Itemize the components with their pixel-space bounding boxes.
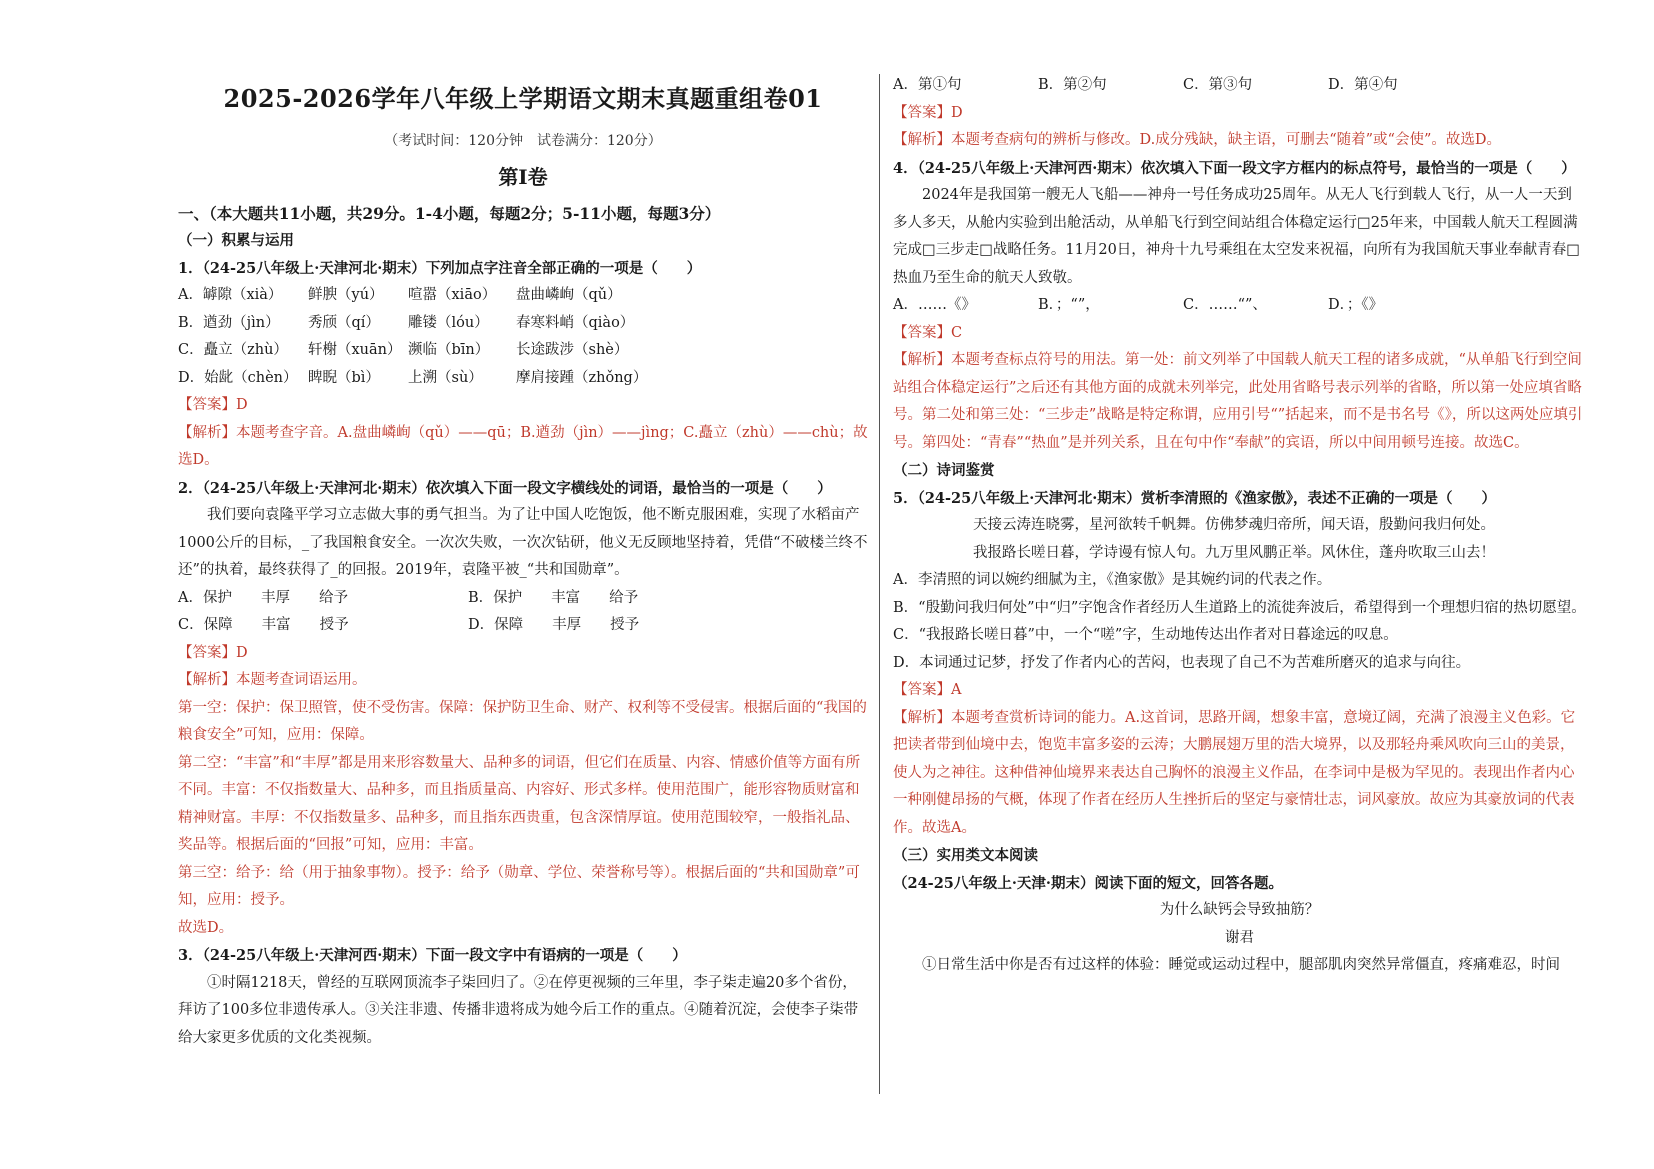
question-4-stem: 4．（24-25八年级上·天津河西·期末）依次填入下面一段文字方框内的标点符号，最恰当的一项是（ ） xyxy=(893,159,1576,177)
option-item: 喧嚣（xiāo） xyxy=(408,287,497,303)
analysis-text: 【解析】本题考查病句的辨析与修改。D.成分残缺，缺主语，可删去“随着”或“会使”。故选D。 xyxy=(893,132,1501,148)
option-item: B．第②句 xyxy=(1038,77,1107,93)
option-item: 摩肩接踵（zhǒng） xyxy=(516,369,648,386)
option-row xyxy=(178,612,868,640)
analysis-text: 第三空：给予：给（用于抽象事物）。授予：给予（勋章、学位、荣誉称号等）。根据后面的“共和国勋章”可知，应用：授予。 xyxy=(178,864,860,908)
option-item: 盘曲嶙峋（qǔ） xyxy=(516,287,622,303)
analysis-text: 【解析】本题考查词语运用。 xyxy=(178,672,367,688)
column-divider xyxy=(879,74,880,1094)
option-item: A．保护 丰厚 给予 xyxy=(178,589,348,606)
option-item: D．；《》 xyxy=(1328,297,1384,313)
option-row xyxy=(178,282,868,310)
right-column xyxy=(893,72,1586,980)
page-title: 2025-2026学年八年级上学期语文期末真题重组卷01 xyxy=(223,84,823,113)
analysis-text: 第二空：“丰富”和“丰厚”都是用来形容数量大、品种多的词语，但它们在质量、内容、情感价值等方面有所不同。丰富：不仅指数量大、品种多，而且指质量高、内容好、形式多样。使用范围广，能形容物质财富和精神财富。丰厚：不仅指数量多、品种多，而且指东西贵重，包含深情厚谊。使用范围较窄，一般指礼品、奖品等。根据后面的“回报”可知，应用：丰富。 xyxy=(178,754,861,853)
option-item: 长途跋涉（shè） xyxy=(516,342,629,358)
subsection-heading: （一）积累与运用 xyxy=(178,232,294,249)
left-column xyxy=(178,72,868,1052)
option-item: C．矗立（zhù） xyxy=(178,342,288,358)
option-item: 轩榭（xuān） xyxy=(308,342,402,358)
option-row xyxy=(178,310,868,338)
reading-intro: （24-25八年级上·天津·期末）阅读下面的短文，回答各题。 xyxy=(893,874,1283,892)
article-title: 为什么缺钙会导致抽筋？ xyxy=(1159,902,1320,918)
option-row xyxy=(893,292,1586,320)
option-item: C．第③句 xyxy=(1183,77,1253,93)
analysis-text: 第一空：保护：保卫照管，使不受伤害。保障：保护防卫生命、财产、权利等不受侵害。根据后面的“我国的粮食安全”可知，应用：保障。 xyxy=(178,699,867,743)
answer-label: 【答案】D xyxy=(178,397,248,413)
option-item: D．本词通过记梦，抒发了作者内心的苦闷，也表现了自己不为苦难所磨灭的追求与向往。 xyxy=(893,654,1471,671)
option-item: B．保护 丰富 给予 xyxy=(468,589,639,606)
exam-info: （考试时间：120分钟 试卷满分：120分） xyxy=(384,133,662,149)
option-item: 秀颀（qí） xyxy=(308,314,380,331)
poem-line: 天接云涛连晓雾，星河欲转千帆舞。仿佛梦魂归帝所，闻天语，殷勤问我归何处。 xyxy=(973,517,1495,533)
option-row xyxy=(178,585,868,613)
option-item: 雕镂（lóu） xyxy=(408,314,489,331)
question-5-stem: 5．（24-25八年级上·天津河北·期末）赏析李清照的《渔家傲》，表述不正确的一项是（ ） xyxy=(893,489,1497,507)
poem-line: 我报路长嗟日暮，学诗谩有惊人句。九万里风鹏正举。风休住，蓬舟吹取三山去！ xyxy=(973,544,1495,561)
option-item: 睥睨（bì） xyxy=(308,369,380,386)
option-row xyxy=(178,337,868,365)
answer-label: 【答案】D xyxy=(178,644,248,661)
option-item: A．……《》 xyxy=(893,297,976,313)
option-item: A．第①句 xyxy=(893,77,962,93)
option-item: B．“殷勤问我归何处”中“归”字饱含作者经历人生道路上的流徙奔波后，希望得到一个理想归宿的热切愿望。 xyxy=(893,599,1586,616)
option-item: D．保障 丰厚 授予 xyxy=(468,617,640,633)
question-passage: 我们要向袁隆平学习立志做大事的勇气担当。为了让中国人吃饱饭，他不断克服困难，实现了水稻亩产1000公斤的目标，_了我国粮食安全。一次次失败，一次次钻研，他义无反顾地坚持着，凭借“不破楼兰终不还”的执着，最终获得了_的回报。2019年，袁隆平被_“共和国勋章”。 xyxy=(178,507,868,578)
question-1-options xyxy=(178,282,868,392)
question-1-stem: 1．（24-25八年级上·天津河北·期末）下列加点字注音全部正确的一项是（ ） xyxy=(178,259,702,277)
analysis-text: 【解析】本题考查字音。A.盘曲嶙峋（qǔ）——qū；B.遒劲（jìn）——jìng；C.矗立（zhù）——chù；故选D。 xyxy=(178,424,868,468)
question-2-stem: 2．（24-25八年级上·天津河北·期末）依次填入下面一段文字横线处的词语，最恰当的一项是（ ） xyxy=(178,479,832,497)
option-item: A．李清照的词以婉约细腻为主，《渔家傲》是其婉约词的代表之作。 xyxy=(893,572,1332,588)
option-item: 濒临（bīn） xyxy=(408,342,490,358)
volume-heading: 第Ⅰ卷 xyxy=(498,164,548,189)
subsection-heading: （三）实用类文本阅读 xyxy=(893,847,1038,864)
option-item: B．遒劲（jìn） xyxy=(178,314,280,331)
option-item: A．罅隙（xià） xyxy=(178,287,283,303)
option-item: C．“我报路长嗟日暮”中，一个“嗟”字，生动地传达出作者对日暮途远的叹息。 xyxy=(893,627,1398,643)
answer-label: 【答案】A xyxy=(893,682,962,698)
answer-label: 【答案】D xyxy=(893,104,963,121)
option-item: D．始龀（chèn） xyxy=(178,369,298,386)
analysis-text: 【解析】本题考查赏析诗词的能力。A.这首词，思路开阔，想象丰富，意境辽阔，充满了浪漫主义色彩。它把读者带到仙境中去，饱览丰富多姿的云涛；大鹏展翅万里的浩大境界，以及那轻舟乘风吹向三山的美景，使人为之神往。这种借神仙境界来表达自己胸怀的浪漫主义作品，在李词中是极为罕见的。表现出作者内心一种刚健昂扬的气概，体现了作者在经历人生挫折后的坚定与豪情壮志，词风豪放。故应为其豪放词的代表作。故选A。 xyxy=(893,709,1576,836)
option-item: 上溯（sù） xyxy=(408,369,483,386)
option-item: C．……“”、 xyxy=(1183,297,1267,313)
option-item: D．第④句 xyxy=(1328,77,1398,93)
question-passage: ①时隔1218天，曾经的互联网顶流李子柒回归了。②在停更视频的三年里，李子柒走遍20多个省份，拜访了100多位非遗传承人。③关注非遗、传播非遗将成为她今后工作的重点。④随着沉淀，会使李子柒带给大家更多优质的文化类视频。 xyxy=(178,974,859,1046)
analysis-text: 故选D。 xyxy=(178,919,234,936)
option-item: C．保障 丰富 授予 xyxy=(178,617,349,633)
section-heading: 一、（本大题共11小题，共29分。1-4小题，每题2分；5-11小题，每题3分） xyxy=(178,203,721,223)
article-author: 谢君 xyxy=(1225,929,1254,946)
question-3-stem: 3．（24-25八年级上·天津河西·期末）下面一段文字中有语病的一项是（ ） xyxy=(178,947,687,964)
option-item: 春寒料峭（qiào） xyxy=(516,314,635,331)
option-row xyxy=(178,365,868,393)
subsection-heading: （二）诗词鉴赏 xyxy=(893,462,995,479)
answer-label: 【答案】C xyxy=(893,324,963,341)
option-item: 鲜腴（yú） xyxy=(308,287,384,303)
analysis-text: 【解析】本题考查标点符号的用法。第一处：前文列举了中国载人航天工程的诸多成就，“从单船飞行到空间站组合体稳定运行”之后还有其他方面的成就未列举完，此处用省略号表示列举的省略，所以第一处应填省略号。第二处和第三处：“三步走”战略是特定称谓，应用引号“”括起来，而不是书名号《》，所以这两处应填引号。第四处：“青春”“热血”是并列关系，且在句中作“奉献”的宾语，所以中间用顿号连接。故选C。 xyxy=(893,352,1583,451)
option-item: B．；“”， xyxy=(1038,297,1100,313)
option-row xyxy=(893,72,1586,100)
question-passage: 2024年是我国第一艘无人飞船——神舟一号任务成功25周年。从无人飞行到载人飞行，从一人一天到多人多天，从舱内实验到出舱活动，从单船飞行到空间站组合体稳定运行□25年来，中国载人航天工程圆满完成□三步走□战略任务。11月20日，神舟十九号乘组在太空发来祝福，向所有为我国航天事业奉献青春□热血乃至生命的航天人致敬。 xyxy=(893,187,1580,286)
article-paragraph: ①日常生活中你是否有过这样的体验：睡觉或运动过程中，腿部肌肉突然异常僵直，疼痛难忍，时间 xyxy=(922,957,1560,973)
